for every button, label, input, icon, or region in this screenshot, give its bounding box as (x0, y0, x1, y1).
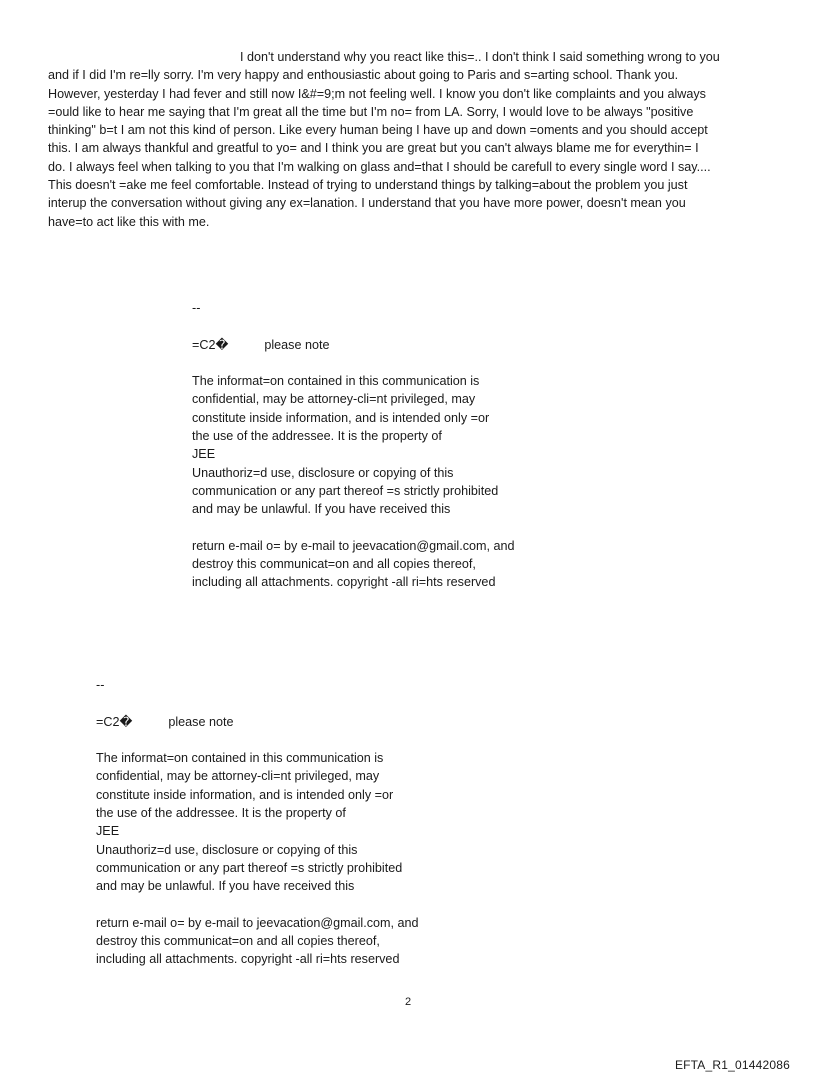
paragraph-line: and if I did I'm re=lly sorry. I'm very happy and enthousiastic about going to Paris and s=arting school. Thank you. (48, 68, 679, 83)
notice-line: constitute inside information, and is intended only =or (192, 410, 490, 425)
notice-line: including all attachments. copyright -all ri=hts reserved (96, 952, 400, 967)
paragraph-line: interup the conversation without giving any ex=lanation. I understand that you have more power, doesn't mean you (48, 196, 686, 211)
notice-line: Unauthoriz=d use, disclosure or copying of this (96, 842, 358, 857)
note-label: please note (168, 714, 234, 729)
paragraph-line: thinking" b=t I am not this kind of person. Like every human being I have up and down =oments and you should accept (48, 123, 708, 138)
notice-line: return e-mail o= by e-mail to jeevacation@gmail.com, and (192, 538, 515, 553)
paragraph-line: =ould like to hear me saying that I'm great all the time but I'm no= from LA. Sorry, I would love to be always "positive (48, 104, 694, 119)
signature-separator: -- (96, 678, 105, 692)
paragraph-line: do. I always feel when talking to you that I'm walking on glass and=that I should be carefull to every single word I say.... (48, 159, 711, 174)
paragraph-line: I don't understand why you react like this=.. I don't think I said something wrong to you (240, 50, 720, 64)
notice-line: the use of the addressee. It is the property of (96, 806, 346, 821)
notice-line: and may be unlawful. If you have received this (192, 502, 451, 517)
notice-line: communication or any part thereof =s strictly prohibited (192, 483, 499, 498)
encoding-prefix: =C2� (96, 714, 133, 729)
document-id: EFTA_R1_01442086 (674, 1058, 790, 1072)
signature-separator: -- (192, 301, 201, 315)
paragraph-line: have=to act like this with me. (48, 214, 210, 229)
email-body-paragraph (48, 48, 770, 231)
confidentiality-notice-quoted (192, 299, 515, 592)
paragraph-line: This doesn't =ake me feel comfortable. Instead of trying to understand things by talking=about the problem you just (48, 178, 688, 193)
paragraph-line: this. I am always thankful and greatful to yo= and I think you are great but you can't always blame me for everythin= I (48, 141, 699, 156)
notice-line: communication or any part thereof =s strictly prohibited (96, 860, 403, 875)
notice-line: confidential, may be attorney-cli=nt privileged, may (192, 392, 476, 407)
paragraph-line: However, yesterday I had fever and still now I&#=9;m not feeling well. I know you don't like complaints and you always (48, 86, 706, 101)
notice-line: JEE (96, 824, 120, 839)
note-label: please note (264, 337, 330, 352)
notice-line: return e-mail o= by e-mail to jeevacation@gmail.com, and (96, 915, 419, 930)
notice-line: and may be unlawful. If you have received this (96, 879, 355, 894)
notice-line: the use of the addressee. It is the property of (192, 429, 442, 444)
notice-line: destroy this communicat=on and all copies thereof, (192, 557, 476, 572)
notice-line: including all attachments. copyright -all ri=hts reserved (192, 575, 496, 590)
note-heading (96, 713, 419, 731)
notice-line: The informat=on contained in this communication is (192, 374, 480, 389)
encoding-prefix: =C2� (192, 337, 229, 352)
page-number: 2 (404, 996, 412, 1008)
notice-line: confidential, may be attorney-cli=nt privileged, may (96, 769, 380, 784)
confidentiality-notice (96, 676, 419, 969)
notice-line: JEE (192, 447, 216, 462)
notice-line: The informat=on contained in this communication is (96, 751, 384, 766)
note-heading (192, 336, 515, 354)
notice-line: destroy this communicat=on and all copies thereof, (96, 934, 380, 949)
notice-line: Unauthoriz=d use, disclosure or copying of this (192, 465, 454, 480)
notice-line: constitute inside information, and is intended only =or (96, 787, 394, 802)
